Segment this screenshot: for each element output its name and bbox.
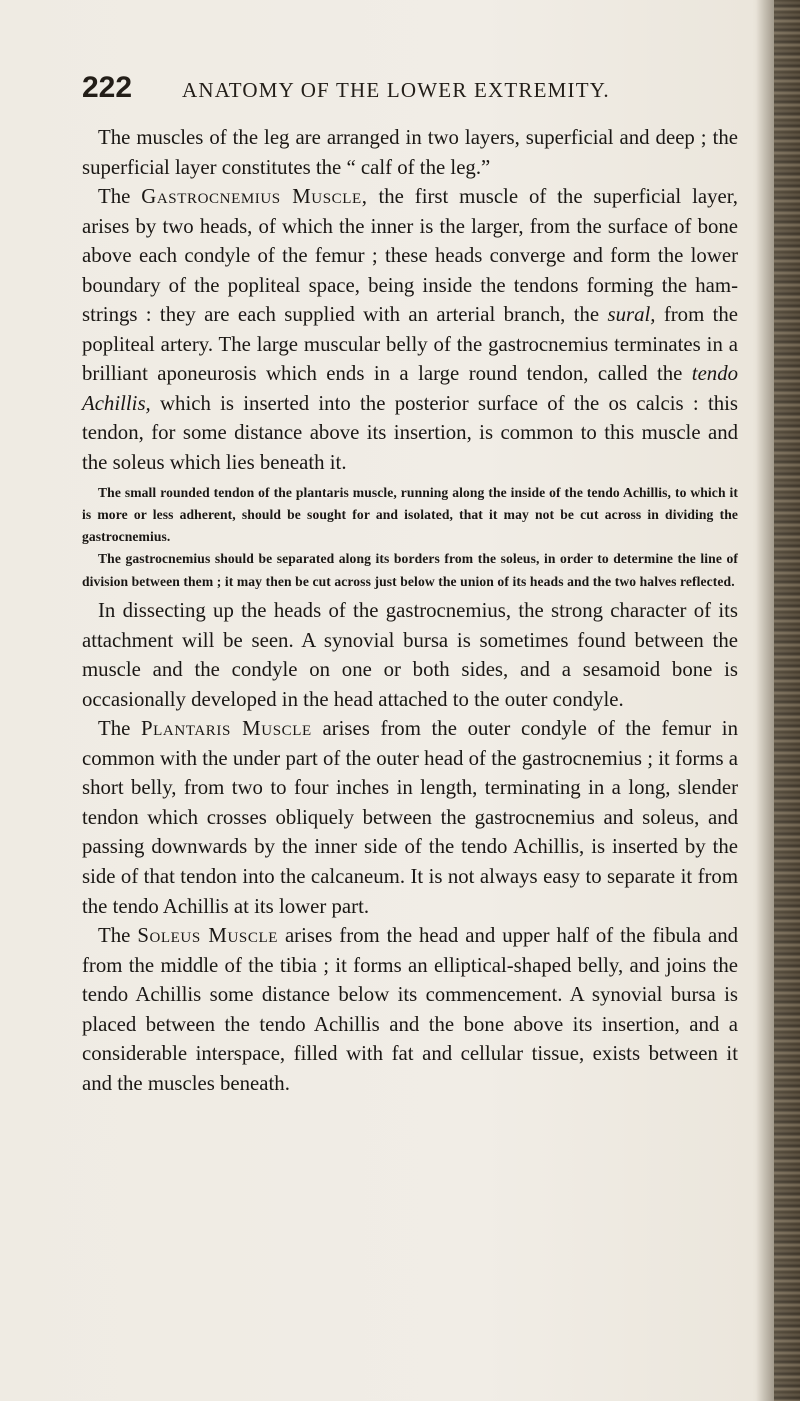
paragraph-text: arises from the outer condyle of the femur in common with the under part of the outer head of the gastrocnemius ; it forms a short belly, from two to four inches in length, terminating in a long, slender tendon which crosses obliquely between the gastrocnemius and soleus, and passing downwards by the inner side of the tendo Achillis, is inserted by the side of that tendon into the calcaneum. It is not always easy to separate it from the tendo Achillis at its lower part. [82, 717, 738, 918]
page-header [82, 70, 722, 110]
body-text [82, 123, 738, 1098]
paragraph-text: which is inserted into the posterior surface of the os calcis : this tendon, for some distance above its insertion, is common to this muscle and the soleus which lies beneath it. [82, 391, 738, 475]
paragraph-dissecting-heads [82, 596, 738, 714]
dissection-note-plantaris: The small rounded tendon of the plantaris muscle, running along the inside of the tendo Achillis, to which it is more or less adherent, should be sought for and isolated, that it may not be cut across in dividing the gastrocnemius. [82, 484, 738, 545]
page-edge-shadow [756, 0, 774, 1401]
book-edge [774, 0, 800, 1401]
page-number: 222 [82, 71, 133, 104]
term-gastrocnemius: Gastrocnemius Muscle, [141, 185, 368, 209]
paragraph-text: In dissecting up the heads of the gastrocnemius, the strong character of its attachment will be seen. A synovial bursa is sometimes found between the muscle and the condyle on one or both sides, and a sesamoid bone is occasionally developed in the head attached to the outer condyle. [82, 599, 738, 711]
term-soleus: Soleus Muscle [137, 924, 278, 948]
paragraph-lead: The [98, 717, 131, 741]
term-plantaris: Plantaris Muscle [141, 717, 312, 741]
paragraph-text: the first muscle of the superficial layer, arises by two heads, of which the inner is the larger, from the surface of bone above each condyle of the femur ; these heads converge and form the lower boundary of the popliteal space, being inside the tendons forming the ham-strings : they are each supplied with an arterial branch, the [82, 185, 739, 327]
paragraph-muscle-layers [82, 123, 738, 182]
term-tendo-achillis: tendo Achillis, [82, 362, 739, 415]
paragraph-text: arises from the head and upper half of the fibula and from the middle of the tibia ; it forms an elliptical-shaped belly, and joins the tendo Achillis some distance below its commencement. A synovial bursa is placed between the tendo Achillis and the bone above its insertion, and a considerable interspace, filled with fat and cellular tissue, exists between it and the muscles beneath. [82, 924, 738, 1095]
dissection-note-gastrocnemius: The gastrocnemius should be separated along its borders from the soleus, in order to determine the line of division between them ; it may then be cut across just below the union of its heads and the two halves reflected. [82, 551, 738, 589]
term-sural: sural, [607, 303, 656, 327]
running-head: ANATOMY OF THE LOWER EXTREMITY. [182, 78, 610, 102]
paragraph-lead: The [98, 185, 131, 209]
paragraph-plantaris [82, 714, 738, 921]
paragraph-soleus [82, 921, 738, 1098]
paragraph-text: from the popliteal artery. The large muscular belly of the gastrocnemius terminates in a brilliant aponeurosis which ends in a large round tendon, called the [82, 303, 739, 386]
paragraph-text: The muscles of the leg are arranged in two layers, superficial and deep ; the superficial layer constitutes the “ calf of the leg.” [82, 126, 738, 179]
paragraph-gastrocnemius [82, 182, 738, 477]
paragraph-lead: The [98, 924, 131, 948]
